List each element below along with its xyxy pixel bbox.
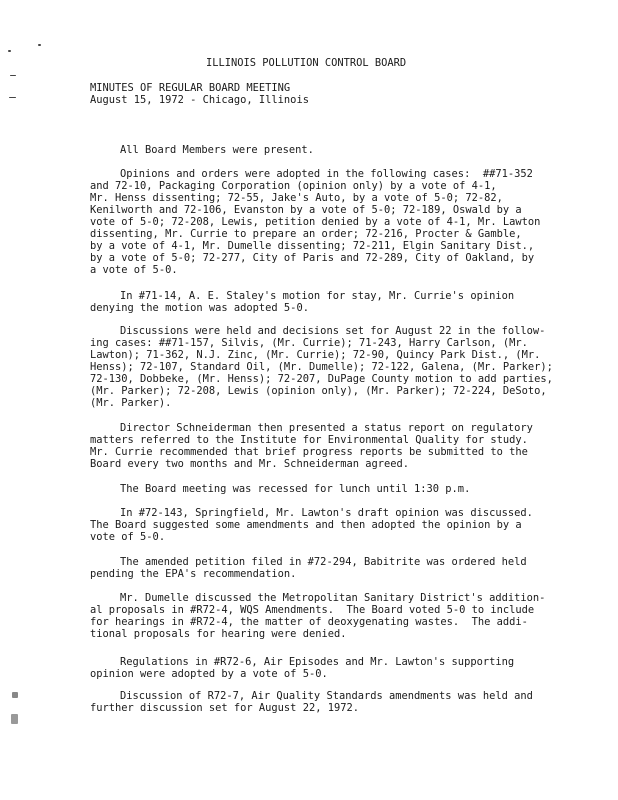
para-line: Opinions and orders were adopted in the following cases: ##71-352 xyxy=(120,168,533,180)
para-line: Mr. Henss dissenting; 72-55, Jake's Auto, by a vote of 5-0; 72-82, xyxy=(90,192,503,204)
scan-speck xyxy=(12,692,18,698)
meeting-date-place: August 15, 1972 - Chicago, Illinois xyxy=(90,94,309,106)
para-line: Board every two months and Mr. Schneiderman agreed. xyxy=(90,458,410,470)
para-line: further discussion set for August 22, 1972. xyxy=(90,702,359,714)
para-line: opinion were adopted by a vote of 5-0. xyxy=(90,668,328,680)
para-line: and 72-10, Packaging Corporation (opinion only) by a vote of 4-1, xyxy=(90,180,497,192)
para-line: In #72-143, Springfield, Mr. Lawton's draft opinion was discussed. xyxy=(120,507,533,519)
para-line: dissenting, Mr. Currie to prepare an order; 72-216, Procter & Gamble, xyxy=(90,228,522,240)
para-line: The Board meeting was recessed for lunch until 1:30 p.m. xyxy=(120,483,471,495)
para-line: All Board Members were present. xyxy=(120,144,314,156)
para-line: for hearings in #R72-4, the matter of deoxygenating wastes. The addi- xyxy=(90,616,528,628)
para-line: vote of 5-0. xyxy=(90,531,166,543)
scan-speck xyxy=(9,97,16,98)
para-line: by a vote of 5-0; 72-277, City of Paris and 72-289, City of Oakland, by xyxy=(90,252,535,264)
para-line: (Mr. Parker); 72-208, Lewis (opinion only), (Mr. Parker); 72-224, DeSoto, xyxy=(90,385,547,397)
scan-speck xyxy=(38,44,41,46)
scan-speck xyxy=(10,75,16,76)
para-line: The amended petition filed in #72-294, Babitrite was ordered held xyxy=(120,556,527,568)
para-line: Henss); 72-107, Standard Oil, (Mr. Dumelle); 72-122, Galena, (Mr. Parker); xyxy=(90,361,553,373)
para-line: The Board suggested some amendments and then adopted the opinion by a xyxy=(90,519,522,531)
para-line: matters referred to the Institute for Environmental Quality for study. xyxy=(90,434,528,446)
scan-speck xyxy=(11,714,18,724)
para-line: ing cases: ##71-157, Silvis, (Mr. Currie); 71-243, Harry Carlson, (Mr. xyxy=(90,337,528,349)
org-title: ILLINOIS POLLUTION CONTROL BOARD xyxy=(206,57,407,69)
para-line: tional proposals for hearing were denied. xyxy=(90,628,347,640)
para-line: Director Schneiderman then presented a status report on regulatory xyxy=(120,422,533,434)
para-line: a vote of 5-0. xyxy=(90,264,178,276)
para-line: In #71-14, A. E. Staley's motion for stay, Mr. Currie's opinion xyxy=(120,290,515,302)
para-line: Mr. Currie recommended that brief progress reports be submitted to the xyxy=(90,446,528,458)
para-line: vote of 5-0; 72-208, Lewis, petition denied by a vote of 4-1, Mr. Lawton xyxy=(90,216,541,228)
para-line: Kenilworth and 72-106, Evanston by a vote of 5-0; 72-189, Oswald by a xyxy=(90,204,522,216)
para-line: 72-130, Dobbeke, (Mr. Henss); 72-207, DuPage County motion to add parties, xyxy=(90,373,553,385)
para-line: pending the EPA's recommendation. xyxy=(90,568,297,580)
para-line: Discussion of R72-7, Air Quality Standards amendments was held and xyxy=(120,690,533,702)
para-line: Lawton); 71-362, N.J. Zinc, (Mr. Currie); 72-90, Quincy Park Dist., (Mr. xyxy=(90,349,541,361)
scan-speck xyxy=(8,50,11,52)
minutes-title: MINUTES OF REGULAR BOARD MEETING xyxy=(90,82,291,94)
para-line: Mr. Dumelle discussed the Metropolitan Sanitary District's addition- xyxy=(120,592,546,604)
para-line: Regulations in #R72-6, Air Episodes and Mr. Lawton's supporting xyxy=(120,656,515,668)
para-line: by a vote of 4-1, Mr. Dumelle dissenting; 72-211, Elgin Sanitary Dist., xyxy=(90,240,535,252)
para-line: Discussions were held and decisions set for August 22 in the follow- xyxy=(120,325,546,337)
para-line: al proposals in #R72-4, WQS Amendments. The Board voted 5-0 to include xyxy=(90,604,535,616)
para-line: denying the motion was adopted 5-0. xyxy=(90,302,309,314)
para-line: (Mr. Parker). xyxy=(90,397,172,409)
